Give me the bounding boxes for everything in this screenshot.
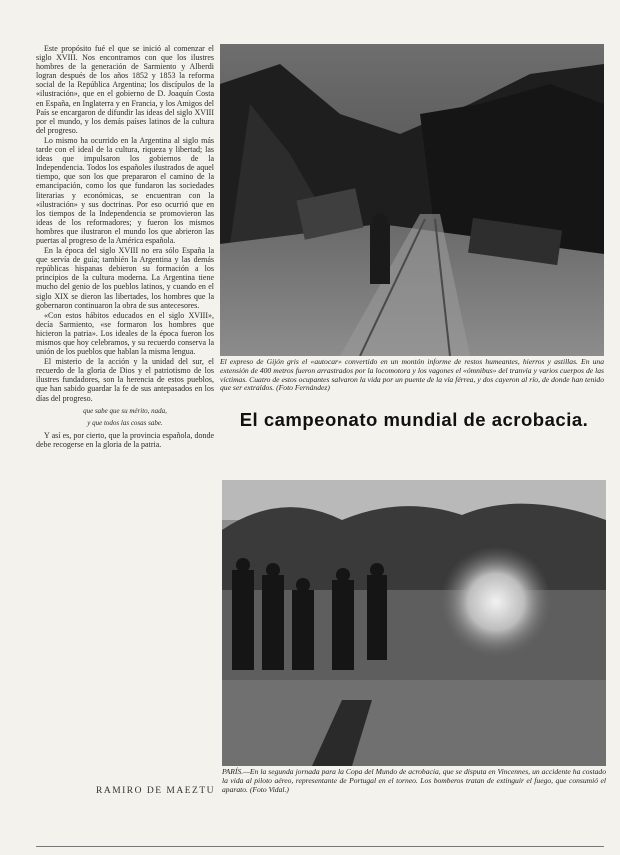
accident-photo-image (220, 44, 604, 356)
acrobatics-photo-caption: PARÍS.—En la segunda jornada para la Copa del Mundo de acrobacia, que se disputa en Vincennes, un accidente ha costado la vida al piloto aéreo, representante de Portugal en el torneo. Los bomberos tratan de extinguir el fuego, que consumió el aparato. (Foto Vidal.) (222, 767, 606, 794)
article-paragraph: En la época del siglo XVIII no era sólo España la que servía de guía; también la Argentina y las demás repúblicas hispanas debieron su formación a los principios de la cultura moderna. La Argentina tiene mucho del genio de los pueblos latinos, y cuando en el siglo XIX se dieron las libertades, los hombres que la gobernaron continuaron la obra de sus antecesores. (36, 246, 214, 310)
article-column (36, 44, 214, 804)
article-closing: Y así es, por cierto, que la provincia española, donde debe recogerse en la gloria de la patria. (36, 430, 214, 449)
bottom-rule (36, 846, 604, 847)
acrobatics-photo-image (222, 480, 606, 766)
article-paragraph: El misterio de la acción y la unidad del sur, el recuerdo de la gloria de Dios y el patriotismo de los ilustres fundadores, son la herencia de estos pueblos, que han sabido guardar la fe de sus antepasados en los días del progreso. (36, 357, 214, 403)
verse-line: y que todos las cosas sabe. (87, 418, 163, 427)
verse-line: que sabe que su mérito, nada, (83, 406, 167, 415)
article-paragraph: Este propósito fué el que se inició al comenzar el siglo XVIII. Nos encontramos con que los ilustres hombres de la generación de Sarmiento y Alberdi logran después de los años 1852 y 1853 la reforma social de la República Argentina; los discípulos de la «ilustración», que en el gobierno de D. Joaquín Costa en España, en Inglaterra y en Francia, y los Amigos del País se encargaron de difundir las ideas del siglo XVIII por el mundo, y los demás países latinos de la cultura del progreso. (36, 44, 214, 135)
headline: El campeonato mundial de acrobacia. (239, 409, 589, 430)
article-signature: RAMIRO DE MAEZTU (96, 786, 215, 796)
accident-photo (220, 44, 604, 356)
accident-photo-caption: El expreso de Gijón gris el «autocar» convertido en un montón informe de restos humeantes, hierros y astillas. En una extensión de 400 metros fueron arrastrados por la locomotora y los vagones el «ómnibus» del tranvía y varios cuerpos de las víctimas. Cuatro de estos ocupantes salvaron la vida por un puente de la vía férrea, y dos cayeron al río, de donde han tenido que ser extraídos. (Foto Fernández) (220, 357, 604, 393)
acrobatics-photo (222, 480, 606, 766)
article-paragraph: Lo mismo ha ocurrido en la Argentina al siglo más tarde con el ideal de la cultura, riqueza y libertad; las ideas que impulsaron los gobiernos de la Independencia. Todos los españoles ilustrados de aquel tiempo, que son los que prepararon el camino de la emancipación, como los que fundaron las sociedades literarias y económicas, se encuentran con la «ilustración» y sus doctrinas. Por eso ocurrió que en los tiempos de la Independencia se promovieron las ideas de los reformadores; y fueron los mismos hombres que ilustraron el mundo los que abrieron las puertas al progreso de la América española. (36, 135, 214, 245)
article-paragraph: «Con estos hábitos educados en el siglo XVIII», decía Sarmiento, «se formaron los hombres que hicieron la patria». Los ideales de la época fueron los mismos que hoy celebramos, y su recuerdo conserva la unión de los pueblos que hablan la misma lengua. (36, 310, 214, 357)
